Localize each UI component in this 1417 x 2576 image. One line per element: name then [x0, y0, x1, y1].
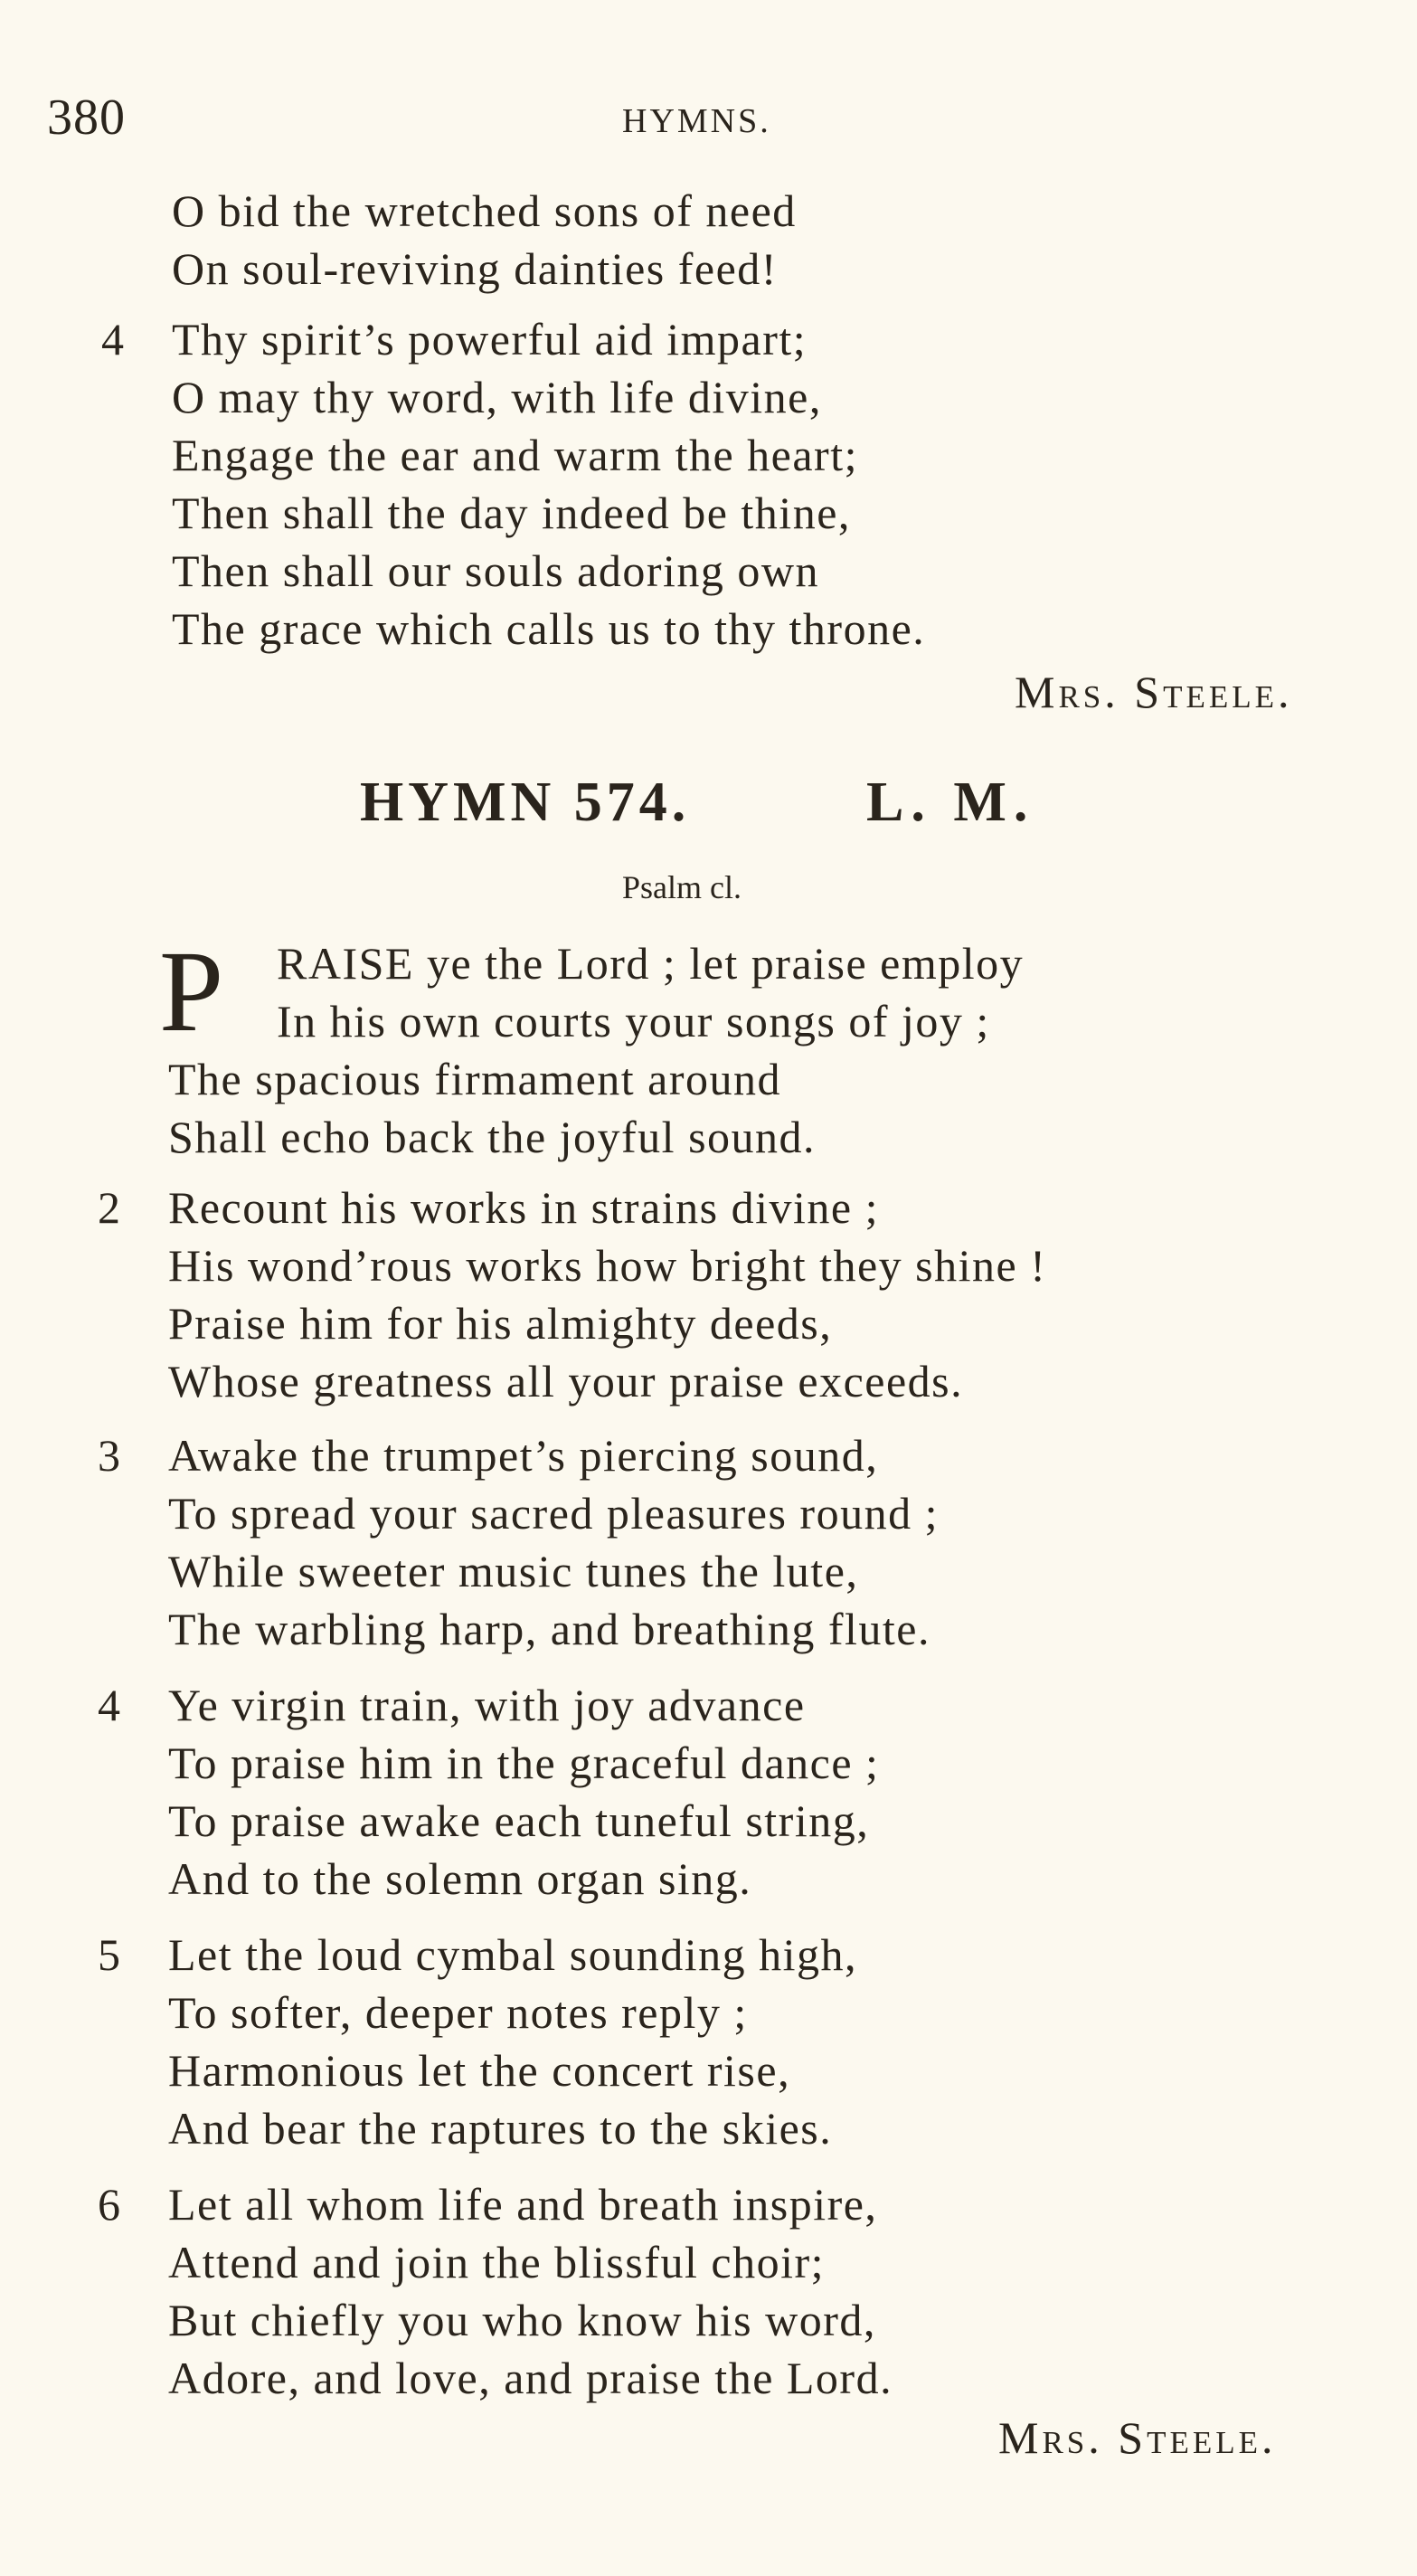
verse-line: Recount his works in strains divine ; — [168, 1182, 879, 1233]
verse-line: Shall echo back the joyful sound. — [168, 1112, 817, 1162]
verse-line: While sweeter music tunes the lute, — [168, 1546, 859, 1596]
verse-line: But chiefly you who know his word, — [168, 2295, 876, 2345]
verse-line: Awake the trumpet’s piercing sound, — [168, 1430, 879, 1481]
verse-line: Then shall the day indeed be thine, — [172, 488, 851, 538]
stanza-number: 6 — [98, 2179, 120, 2230]
verse-line: Then shall our souls adoring own — [172, 545, 819, 596]
verse-line: His wond’rous works how bright they shine ! — [168, 1240, 1047, 1291]
running-head: HYMNS. — [622, 102, 771, 140]
verse-line: To spread your sacred pleasures round ; — [168, 1488, 939, 1539]
verse-line: RAISE ye the Lord ; let praise employ — [277, 938, 1025, 989]
verse-line: On soul-reviving dainties feed! — [172, 243, 778, 294]
author-attribution: Mrs. Steele. — [1015, 667, 1293, 717]
verse-line: The grace which calls us to thy throne. — [172, 603, 926, 654]
verse-line: Engage the ear and warm the heart; — [172, 430, 858, 480]
verse-line: And to the solemn organ sing. — [168, 1853, 752, 1904]
stanza-number: 2 — [98, 1182, 120, 1233]
stanza-number: 3 — [98, 1430, 120, 1481]
stanza-number: 5 — [98, 1929, 120, 1980]
verse-line: Ye virgin train, with joy advance — [168, 1680, 806, 1730]
stanza-number: 4 — [101, 314, 124, 365]
page-number: 380 — [47, 90, 126, 146]
verse-line: Thy spirit’s powerful aid impart; — [172, 314, 808, 365]
verse-line: The spacious firmament around — [168, 1054, 782, 1104]
hymn-meter: L. M. — [866, 772, 1035, 833]
verse-line: Whose greatness all your praise exceeds. — [168, 1356, 964, 1406]
verse-line: In his own courts your songs of joy ; — [277, 996, 990, 1046]
verse-line: Let all whom life and breath inspire, — [168, 2179, 878, 2230]
verse-line: O bid the wretched sons of need — [172, 185, 797, 236]
verse-line: To praise him in the graceful dance ; — [168, 1738, 880, 1788]
stanza-number: 4 — [98, 1680, 120, 1730]
verse-line: Harmonious let the concert rise, — [168, 2045, 791, 2096]
verse-line: And bear the raptures to the skies. — [168, 2103, 833, 2154]
verse-line: Attend and join the blissful choir; — [168, 2237, 826, 2287]
drop-cap: P — [159, 927, 224, 1056]
verse-line: To softer, deeper notes reply ; — [168, 1987, 748, 2038]
verse-line: Let the loud cymbal sounding high, — [168, 1929, 858, 1980]
verse-line: The warbling harp, and breathing flute. — [168, 1604, 930, 1654]
verse-line: Praise him for his almighty deeds, — [168, 1298, 833, 1349]
verse-line: Adore, and love, and praise the Lord. — [168, 2353, 893, 2403]
author-attribution: Mrs. Steele. — [998, 2412, 1277, 2463]
hymn-title: HYMN 574. — [360, 772, 691, 833]
verse-line: To praise awake each tuneful string, — [168, 1795, 870, 1846]
verse-line: O may thy word, with life divine, — [172, 372, 822, 422]
hymn-subtitle: Psalm cl. — [622, 869, 742, 905]
